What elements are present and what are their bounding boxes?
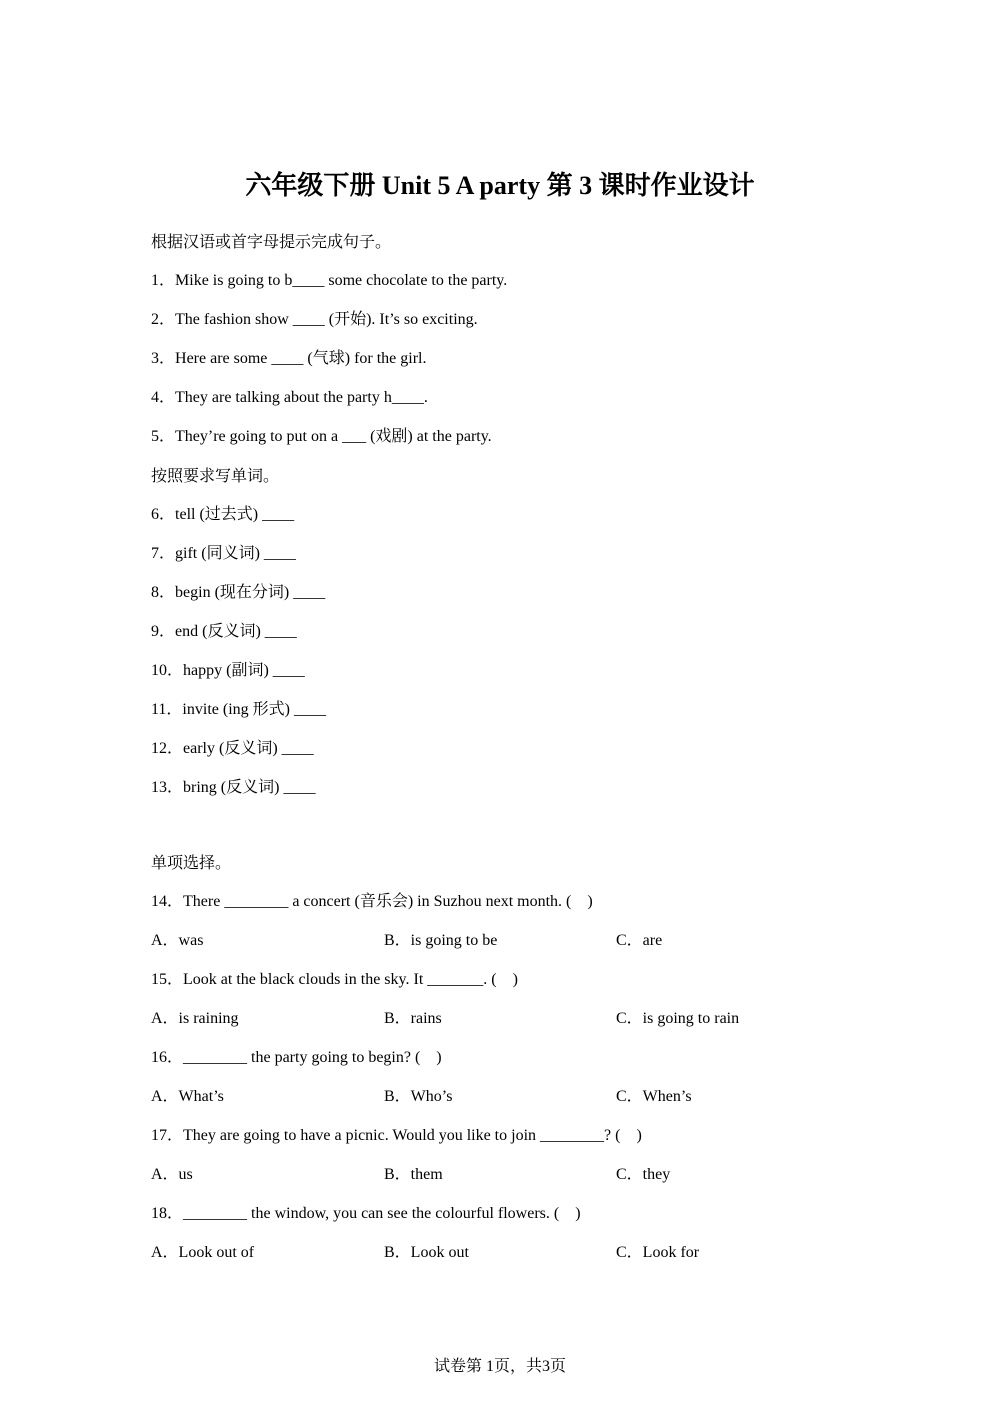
option-c: C．When’s [616, 1088, 692, 1105]
question-11 [151, 699, 326, 721]
question-14 [151, 891, 593, 913]
question-8 [151, 582, 325, 604]
question-number: 8． [151, 584, 176, 601]
question-4 [151, 387, 428, 409]
question-text: ________ the party going to begin? ( ) [183, 1049, 442, 1066]
question-text: Here are some ____ (气球) for the girl. [175, 350, 427, 367]
question-18 [151, 1203, 581, 1225]
question-number: 5． [151, 428, 176, 445]
question-number: 4． [151, 389, 176, 406]
question-text: bring (反义词) ____ [183, 779, 316, 796]
option-c: C．are [616, 932, 663, 949]
option-c: C．they [616, 1166, 671, 1183]
section-heading-multiple-choice: 单项选择。 [151, 853, 232, 872]
question-9 [151, 621, 297, 643]
option-a: A．was [151, 932, 204, 949]
option-a: A．is raining [151, 1010, 239, 1027]
question-number: 16． [151, 1049, 184, 1066]
question-number: 6． [151, 506, 176, 523]
page-title: 六年级下册 Unit 5 A party 第 3 课时作业设计 [245, 171, 755, 200]
question-text: invite (ing 形式) ____ [182, 701, 326, 718]
question-7 [151, 543, 296, 565]
question-number: 2． [151, 311, 176, 328]
question-number: 7． [151, 545, 176, 562]
question-text: They are talking about the party h____. [175, 389, 428, 406]
question-number: 17． [151, 1127, 184, 1144]
option-c: C．Look for [616, 1244, 700, 1261]
question-6 [151, 504, 294, 526]
question-text: end (反义词) ____ [175, 623, 297, 640]
question-text: Mike is going to b____ some chocolate to the party. [175, 272, 508, 289]
question-10 [151, 660, 305, 682]
question-15 [151, 969, 518, 991]
question-number: 10． [151, 662, 184, 679]
question-number: 15． [151, 971, 184, 988]
option-a: A．us [151, 1166, 193, 1183]
question-number: 11． [151, 701, 183, 718]
question-text: early (反义词) ____ [183, 740, 314, 757]
option-b: B．is going to be [384, 932, 498, 949]
question-text: The fashion show ____ (开始). It’s so exciting. [175, 311, 478, 328]
question-text: gift (同义词) ____ [175, 545, 296, 562]
option-b: B．rains [384, 1010, 442, 1027]
question-17 [151, 1125, 642, 1147]
question-number: 14． [151, 893, 184, 910]
question-text: happy (副词) ____ [183, 662, 305, 679]
question-text: There ________ a concert (音乐会) in Suzhou next month. ( ) [183, 893, 593, 910]
question-number: 12． [151, 740, 184, 757]
question-number: 1． [151, 272, 176, 289]
option-a: A．Look out of [151, 1244, 255, 1261]
question-text: They’re going to put on a ___ (戏剧) at the party. [175, 428, 492, 445]
question-13 [151, 777, 315, 799]
option-b: B．Who’s [384, 1088, 453, 1105]
question-number: 9． [151, 623, 176, 640]
question-2 [151, 309, 478, 331]
option-b: B．Look out [384, 1244, 469, 1261]
question-number: 3． [151, 350, 176, 367]
question-text: ________ the window, you can see the colourful flowers. ( ) [183, 1205, 581, 1222]
question-5 [151, 426, 492, 448]
option-b: B．them [384, 1166, 443, 1183]
question-text: begin (现在分词) ____ [175, 584, 326, 601]
question-12 [151, 738, 314, 760]
question-number: 18． [151, 1205, 184, 1222]
question-1 [151, 270, 507, 292]
page-footer: 试卷第 1页，共3页 [433, 1358, 566, 1375]
option-c: C．is going to rain [616, 1010, 740, 1027]
section-heading-fill-in: 根据汉语或首字母提示完成句子。 [151, 232, 392, 251]
question-text: They are going to have a picnic. Would you like to join ________? ( ) [183, 1127, 642, 1144]
option-a: A．What’s [151, 1088, 224, 1105]
question-16 [151, 1047, 442, 1069]
question-3 [151, 348, 427, 370]
question-number: 13． [151, 779, 184, 796]
section-heading-word-forms: 按照要求写单词。 [151, 466, 280, 485]
question-text: Look at the black clouds in the sky. It _______. ( ) [183, 971, 518, 988]
question-text: tell (过去式) ____ [175, 506, 295, 523]
